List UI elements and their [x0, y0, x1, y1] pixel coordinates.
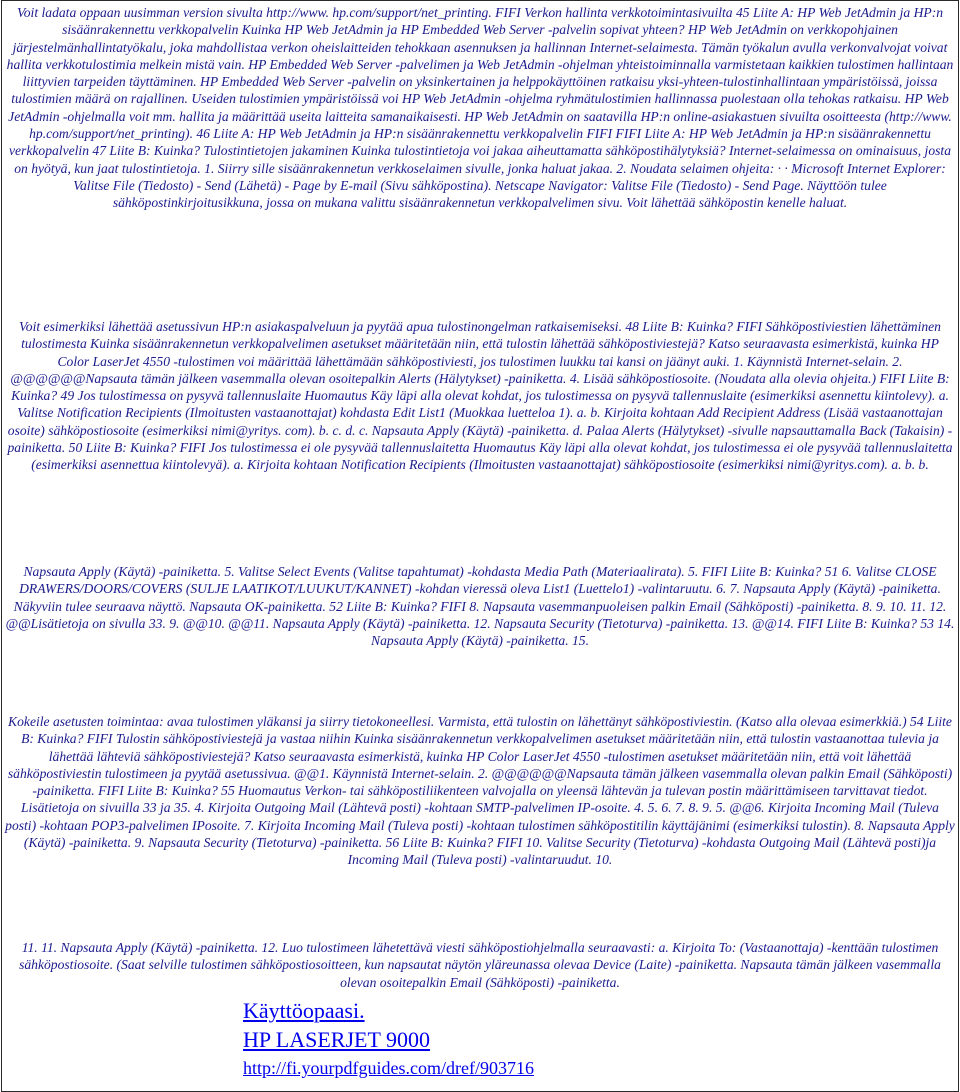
paragraph-email-alerts: Voit esimerkiksi lähettää asetussivun HP:n asiakaspalveluun ja pyytää apua tulostinongelman ratkaisemiseksi. 48 Liite B: Kuinka? FIFI Sähköpostiviestien lähettäminen tulostimesta Kuinka sisäänrakennetun verkkopalvelimen asetukset määritetään niin, että tulostin lähettää sähköpostiviestejä? Katso seuraavasta esimerkistä, kuinka HP Color LaserJet 4550 -tulostimen voi määrittää lähettämään sähköpostiviesti, jos tulostimen luukku tai kansi on jäänyt auki. 1. Käynnistä Internet-selain. 2. @@@@@@Napsauta tämän jälkeen vasemmalla olevan osoitepalkin Alerts (Hälytykset) -painiketta. 4. Lisää sähköpostiosoite. (Noudata alla olevia ohjeita.) FIFI Liite B: Kuinka? 49 Jos tulostimessa on pysyvä tallennuslaite Huomautus Käy läpi alla olevat kohdat, jos tulostimessa on pysyvä tallennuslaite (esimerkiksi asennettu kiintolevy). a. Valitse Notification Recipients (Ilmoitusten vastaanottajat) kohdasta Edit List1 (Muokkaa luetteloa 1). a. b. Kirjoita kohtaan Add Recipient Address (Lisää vastaanottajan osoite) sähköpostiosoite (esimerkiksi nimi@yritys. com). b. c. d. c. Napsauta Apply (Käytä) -painiketta. d. Palaa Alerts (Hälytykset) -sivulle napsauttamalla Back (Takaisin) -painiketta. 50 Liite B: Kuinka? FIFI Jos tulostimessa ei ole pysyvää tallennuslaitetta Huomautus Käy läpi alla olevat kohdat, jos tulostimessa ei ole pysyvää tallennuslaitetta (esimerkiksi asennettua kiintolevyä). a. Kirjoita kohtaan Notification Recipients (Ilmoitusten vastaanottajat) sähköpostiosoite (esimerkiksi nimi@yritys.com). a. b. b. [7, 319, 953, 473]
paragraph-incoming-mail: Kokeile asetusten toimintaa: avaa tulostimen yläkansi ja siirry tietokoneellesi. Varmista, että tulostin on lähettänyt sähköpostiviestin. (Katso alla olevaa esimerkkiä.) 54 Liite B: Kuinka? FIFI Tulostin sähköpostiviestejä ja vastaa niihin Kuinka sisäänrakennetun verkkopalvelimen asetukset määritetään niin, että tulostin vastaanottaa tulevia ja lähettää lähteviä sähköpostiviestejä? Katso seuraavasta esimerkistä, kuinka HP Color LaserJet 4550 -tulostimen asetukset määritetään niin, että voit lähettää sähköpostiviestin tulostimeen ja pyytää asetussivua. @@1. Käynnistä Internet-selain. 2. @@@@@@Napsauta tämän jälkeen vasemmalla olevan palkin Email (Sähköposti) -painiketta. FIFI Liite B: Kuinka? 55 Huomautus Verkon- tai sähköpostiliikenteen valvojalla on yleensä lähtevän ja tulevan postin määrittämiseen tarvittavat tiedot. Lisätietoja on sivuilla 33 ja 35. 4. Kirjoita Outgoing Mail (Lähtevä posti) -kohtaan SMTP-palvelimen IP-osoite. 4. 5. 6. 7. 8. 9. 5. @@6. Kirjoita Incoming Mail (Tuleva posti) -kohtaan POP3-palvelimen IPosoite. 7. Kirjoita Incoming Mail (Tuleva posti) -kohtaan tulostimen sähköpostitilin käyttäjänimi (esimerkiksi tulostin). 8. Napsauta Apply (Käytä) -painiketta. 9. Napsauta Security (Tietoturva) -painiketta. 56 Liite B: Kuinka? FIFI 10. Valitse Security (Tietoturva) -kohdasta Outgoing Mail (Lähtevä posti)ja Incoming Mail (Tuleva posti) -valintaruudut. 10. [5, 714, 955, 868]
paragraph-share-info: Voit ladata oppaan uusimman version sivulta http://www. hp.com/support/net_printing. FIFI Verkon hallinta verkkotoimintasivuilta 45 Liite A: HP Web JetAdmin ja HP:n sisäänrakennettu verkkopalvelin Kuinka HP Web JetAdmin ja HP Embedded Web Server -palvelin sopivat yhteen? HP Web JetAdmin on verkkopohjainen järjestelmänhallintatyökalu, joka mahdollistaa verkon oheislaitteiden tehokkaan asennuksen ja hallinnan Internet-selaimesta. Tämän työkalun avulla verkonvalvojat voivat hallita verkkotulostimia melkein mistä vain. HP Embedded Web Server -palvelimen ja Web JetAdmin -ohjelman yhteistoiminnalla varmistetaan kaikkien tulostimen hallintaan liittyvien tarpeiden täyttäminen. HP Embedded Web Server -palvelin on yksinkertainen ja helppokäyttöinen ratkaisu yksi-yhteen-tulostinhallintaan ympäristöissä, joissa tulostimien määrä on rajallinen. Useiden tulostimien ympäristöissä voi HP Web JetAdmin -ohjelma ryhmätulostimien hallinnassa puolestaan olla tehokas ratkaisu. HP Web JetAdmin -ohjelmalla voit mm. hallita ja määrittää useita laitteita samanaikaisesti. HP Web JetAdmin on saatavilla HP:n online-asiakastuen sivuilta osoitteesta (http://www. hp.com/support/net_printing). 46 Liite A: HP Web JetAdmin ja HP:n sisäänrakennettu verkkopalvelin FIFI FIFI Liite A: HP Web JetAdmin ja HP:n sisäänrakennettu verkkopalvelin 47 Liite B: Kuinka? Tulostintietojen jakaminen Kuinka tulostintietoja voi jakaa aiheuttamatta sähköpostihälytyksiä? Internet-selaimessa on ominaisuus, josta on hyötyä, kun jaat tulostintietoja. 1. Siirry sille sisäänrakennetun verkkoselaimen sivulle, jonka haluat jakaa. 2. Noudata selaimen ohjeita: · · Microsoft Internet Explorer: Valitse File (Tiedosto) - Send (Lähetä) - Page by E-mail (Sivu sähköpostina). Netscape Navigator: Valitse File (Tiedosto) - Send Page. Näyttöön tulee sähköpostinkirjoitusikkuna, jossa on mukana valittu sisäänrakennetun verkkopalvelimen sivu. Voit lähettää sähköpostin kenelle haluat. [6, 5, 954, 211]
paragraph-select-events: Napsauta Apply (Käytä) -painiketta. 5. Valitse Select Events (Valitse tapahtumat) -kohdasta Media Path (Materiaalirata). 5. FIFI Liite B: Kuinka? 51 6. Valitse CLOSE DRAWERS/DOORS/COVERS (SULJE LAATIKOT/LUUKUT/KANNET) -kohdan vieressä oleva List1 (Luettelo1) -valintaruutu. 6. 7. Napsauta Apply (Käytä) -painiketta. Näkyviin tulee seuraava näyttö. Napsauta OK-painiketta. 52 Liite B: Kuinka? FIFI 8. Napsauta vasemmanpuoleisen palkin Email (Sähköposti) -painiketta. 8. 9. 10. 11. 12. @@Lisätietoja on sivulla 33. 9. @@10. @@11. Napsauta Apply (Käytä) -painiketta. 12. Napsauta Security (Tietoturva) -painiketta. 13. @@14. FIFI Liite B: Kuinka? 53 14. Napsauta Apply (Käytä) -painiketta. 15. [5, 564, 955, 649]
paragraph-send-message: 11. 11. Napsauta Apply (Käytä) -painiketta. 12. Luo tulostimeen lähetettävä viesti sähköpostiohjelmalla seuraavasti: a. Kirjoita To: (Vastaanottaja) -kenttään tulostimen sähköpostiosoite. (Saat selville tulostimen sähköpostiosoitteen, kun napsautat näytön yläreunassa olevaa Device (Laite) -painiketta. Napsauta tämän jälkeen vasemmalla olevan osoitepalkin Email (Sähköposti) -painiketta. [19, 940, 941, 990]
product-link[interactable]: HP LASERJET 9000 [243, 1027, 431, 1052]
footer-links [243, 996, 534, 1082]
manual-link[interactable]: Käyttöopaasi. [243, 998, 365, 1023]
url-link[interactable]: http://fi.yourpdfguides.com/dref/903716 [243, 1058, 534, 1078]
